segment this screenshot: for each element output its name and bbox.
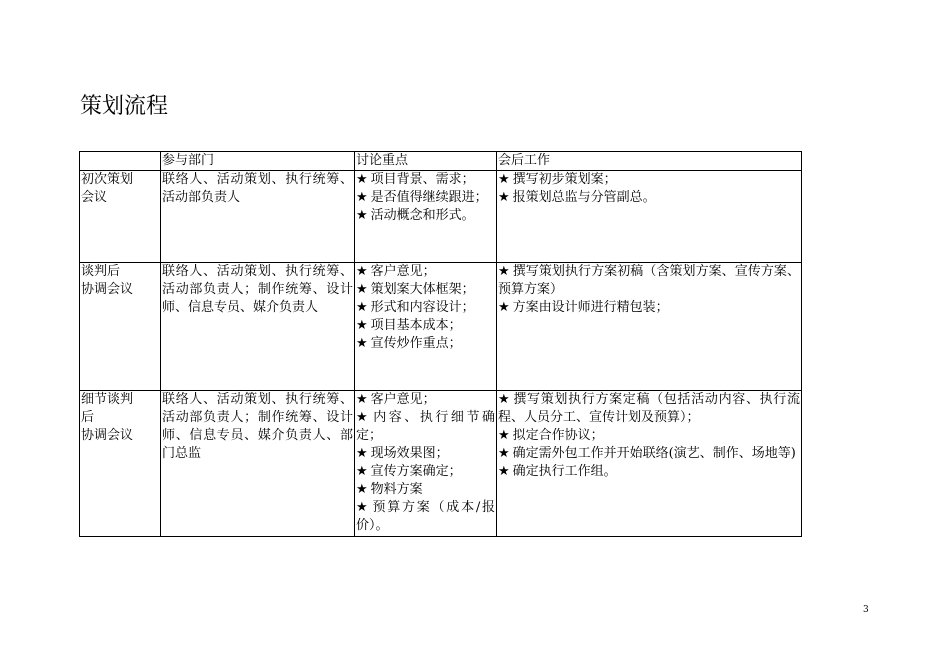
discussion-point-text: 项目基本成本； <box>370 318 462 333</box>
meeting-name-line: 会议 <box>81 190 108 205</box>
page-title: 策划流程 <box>80 94 169 119</box>
discussion-point-text: 客户意见； <box>370 392 436 407</box>
discussion-point <box>356 207 495 225</box>
discussion-point <box>356 281 495 299</box>
star-bullet-icon: ★ <box>356 172 368 187</box>
discussion-point <box>356 189 495 207</box>
star-bullet-icon: ★ <box>356 392 368 407</box>
departments-text: 联络人、活动策划、执行统筹、活动部负责人；制作统筹、设计师、信息专员、媒介负责人 <box>162 264 353 315</box>
follow-up-items-cell <box>497 171 802 263</box>
follow-up-item <box>498 263 800 299</box>
follow-up-item-text: 报策划总监与分管副总。 <box>512 190 656 205</box>
discussion-point-text: 现场效果图； <box>370 446 449 461</box>
follow-up-item-text: 确定执行工作组。 <box>512 464 617 479</box>
meeting-name-cell <box>80 171 161 263</box>
header-discussion-points: 讨论重点 <box>355 152 497 171</box>
star-bullet-icon: ★ <box>498 172 510 187</box>
table-header-row <box>80 152 802 171</box>
discussion-point-text: 项目背景、需求； <box>370 172 475 187</box>
discussion-point-text: 宣传方案确定； <box>370 464 462 479</box>
discussion-points-cell <box>355 391 497 537</box>
discussion-point-text: 活动概念和形式。 <box>370 208 475 223</box>
discussion-point <box>356 263 495 281</box>
star-bullet-icon: ★ <box>356 318 368 333</box>
meeting-name-line: 细节谈判 <box>81 392 134 407</box>
discussion-point-text: 内容、执行细节确定； <box>356 410 495 443</box>
header-blank <box>80 152 161 171</box>
star-bullet-icon: ★ <box>356 482 368 497</box>
star-bullet-icon: ★ <box>498 264 510 279</box>
discussion-point-text: 策划案大体框架； <box>370 282 475 297</box>
discussion-point <box>356 409 495 445</box>
meeting-name-cell <box>80 391 161 537</box>
departments-cell <box>161 263 355 391</box>
star-bullet-icon: ★ <box>498 190 510 205</box>
star-bullet-icon: ★ <box>498 300 510 315</box>
follow-up-item-text: 撰写策划执行方案定稿（包括活动内容、执行流程、人员分工、宣传计划及预算）； <box>498 392 800 425</box>
table-row <box>80 263 802 391</box>
star-bullet-icon: ★ <box>356 464 368 479</box>
discussion-points-cell <box>355 171 497 263</box>
star-bullet-icon: ★ <box>356 190 368 205</box>
planning-process-table <box>79 151 802 537</box>
meeting-name-line: 谈判后 <box>81 264 121 279</box>
discussion-point-text: 是否值得继续跟进； <box>370 190 488 205</box>
star-bullet-icon: ★ <box>356 264 368 279</box>
discussion-point-text: 形式和内容设计； <box>370 300 475 315</box>
discussion-point-text: 宣传炒作重点； <box>370 336 462 351</box>
follow-up-items-cell <box>497 263 802 391</box>
departments-cell <box>161 391 355 537</box>
star-bullet-icon: ★ <box>356 208 368 223</box>
discussion-point <box>356 335 495 353</box>
follow-up-item <box>498 391 800 427</box>
follow-up-item-text: 拟定合作协议； <box>512 428 604 443</box>
discussion-point <box>356 499 495 535</box>
departments-cell <box>161 171 355 263</box>
follow-up-items-cell <box>497 391 802 537</box>
follow-up-item <box>498 299 800 317</box>
discussion-point <box>356 481 495 499</box>
follow-up-item-text: 撰写策划执行方案初稿（含策划方案、宣传方案、预算方案） <box>498 264 800 297</box>
meeting-name-line: 协调会议 <box>81 282 134 297</box>
discussion-point-text: 物料方案 <box>370 482 423 497</box>
follow-up-item <box>498 445 800 463</box>
follow-up-item-text: 确定需外包工作并开始联络(演艺、制作、场地等) <box>512 446 796 461</box>
table-row <box>80 391 802 537</box>
meeting-name-line: 协调会议 <box>81 428 134 443</box>
follow-up-item-text: 撰写初步策划案； <box>512 172 617 187</box>
header-departments: 参与部门 <box>161 152 355 171</box>
follow-up-item <box>498 463 800 481</box>
departments-text: 联络人、活动策划、执行统筹、活动部负责人 <box>162 172 353 205</box>
star-bullet-icon: ★ <box>356 500 370 515</box>
star-bullet-icon: ★ <box>498 392 511 407</box>
departments-text: 联络人、活动策划、执行统筹、活动部负责人；制作统筹、设计师、信息专员、媒介负责人、部门总监 <box>162 392 353 461</box>
star-bullet-icon: ★ <box>356 282 368 297</box>
discussion-point <box>356 299 495 317</box>
star-bullet-icon: ★ <box>356 446 368 461</box>
discussion-point <box>356 171 495 189</box>
discussion-point-text: 预算方案（成本/报价）。 <box>356 500 495 533</box>
star-bullet-icon: ★ <box>498 464 510 479</box>
discussion-point <box>356 391 495 409</box>
follow-up-item <box>498 427 800 445</box>
discussion-point <box>356 445 495 463</box>
star-bullet-icon: ★ <box>356 300 368 315</box>
meeting-name-cell <box>80 263 161 391</box>
star-bullet-icon: ★ <box>498 428 510 443</box>
follow-up-item-text: 方案由设计师进行精包装； <box>512 300 669 315</box>
star-bullet-icon: ★ <box>498 446 510 461</box>
meeting-name-line: 后 <box>81 410 95 425</box>
page-number: 3 <box>863 605 869 615</box>
star-bullet-icon: ★ <box>356 410 371 425</box>
discussion-point <box>356 317 495 335</box>
star-bullet-icon: ★ <box>356 336 368 351</box>
follow-up-item <box>498 189 800 207</box>
discussion-point <box>356 463 495 481</box>
discussion-point-text: 客户意见； <box>370 264 436 279</box>
meeting-name-line: 初次策划 <box>81 172 134 187</box>
header-follow-up-work: 会后工作 <box>497 152 802 171</box>
follow-up-item <box>498 171 800 189</box>
discussion-points-cell <box>355 263 497 391</box>
table-row <box>80 171 802 263</box>
